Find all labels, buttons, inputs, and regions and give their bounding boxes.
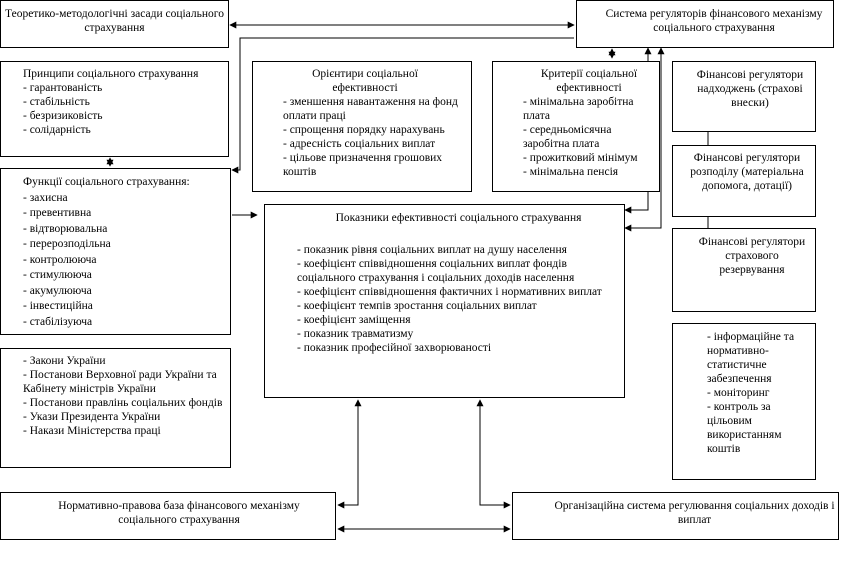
- regulators-system-box: [576, 0, 834, 48]
- functions-title: Функції соціального страхування:: [23, 176, 190, 188]
- laws-item: - Закони України: [23, 355, 106, 367]
- arrow-indicators-org: [480, 400, 510, 505]
- principles-item: - солідарність: [23, 124, 91, 136]
- indicators-title: Показники ефективності соціального страхування: [335, 212, 582, 224]
- criteria-item: - середньомісячна заробітна плата: [523, 124, 612, 150]
- functions-item: - перерозподільна: [23, 238, 111, 250]
- info-item: - контроль за цільовим використанням коштів: [707, 401, 782, 455]
- principles-box: [0, 61, 229, 157]
- indicators-item: - показник рівня соціальних виплат на душу населення: [297, 244, 567, 256]
- functions-item: - стабілізуюча: [23, 315, 93, 328]
- criteria-item: - прожитковий мінімум: [523, 152, 638, 164]
- info-item: - моніторинг: [707, 387, 770, 399]
- orientirs-box: [252, 61, 472, 192]
- fin-reg-distribution-label: Фінансові регулятори розподілу (матеріальна допомога, дотації): [690, 152, 804, 192]
- fin-reg-reserve-label: Фінансові регулятори страхового резервування: [698, 236, 806, 276]
- criteria-title: Критерії соціальної ефективності: [540, 68, 638, 94]
- fin-reg-distribution-box: [672, 145, 816, 217]
- fin-reg-income-label: Фінансові регулятори надходжень (страхові внески): [696, 69, 804, 109]
- functions-item: - відтворювальна: [23, 222, 108, 235]
- principles-title: Принципи соціального страхування: [23, 68, 199, 80]
- functions-item: - стимулююча: [23, 269, 92, 281]
- fin-reg-reserve-box: [672, 228, 816, 312]
- laws-item: - Постанови правлінь соціальних фондів: [23, 397, 223, 409]
- indicators-item: - показник травматизму: [297, 328, 414, 340]
- criteria-box: [492, 61, 660, 192]
- orientirs-item: - зменшення навантаження на фонд оплати праці: [283, 96, 458, 122]
- orientirs-item: - адресність соціальних виплат: [283, 138, 436, 150]
- regulators-system-label: Система регуляторів фінансового механізму соціального страхування: [605, 8, 823, 34]
- theory-box: [0, 0, 229, 48]
- functions-item: - захисна: [23, 191, 68, 204]
- indicators-box: [264, 204, 625, 398]
- functions-item: - контролююча: [23, 253, 97, 266]
- orientirs-item: - цільове призначення грошових коштів: [283, 152, 443, 178]
- laws-item: - Накази Міністерства праці: [23, 425, 161, 437]
- principles-item: - безризиковість: [23, 110, 103, 122]
- arrow-indicators-normative: [338, 400, 358, 505]
- orientirs-item: - спрощення порядку нарахувань: [283, 124, 445, 136]
- principles-item: - стабільність: [23, 96, 90, 108]
- functions-item: - превентивна: [23, 207, 92, 219]
- normative-base-label: Нормативно-правова база фінансового механізму соціального страхування: [58, 500, 300, 526]
- laws-item: - Постанови Верховної ради України та Кабінету міністрів України: [23, 369, 217, 395]
- normative-base-box: [0, 492, 336, 540]
- org-system-box: [512, 492, 839, 540]
- laws-item: - Укази Президента України: [23, 411, 161, 423]
- fin-reg-income-box: [672, 61, 816, 132]
- functions-item: - акумулююча: [23, 284, 92, 297]
- indicators-item: - показник професійної захворюваності: [297, 342, 492, 354]
- orientirs-title: Орієнтири соціальної ефективності: [312, 68, 418, 94]
- indicators-item: - коефіцієнт заміщення: [297, 314, 411, 326]
- functions-item: - інвестиційна: [23, 300, 93, 312]
- info-box: [672, 323, 816, 480]
- indicators-item: - коефіцієнт співвідношення фактичних і нормативних виплат: [297, 286, 602, 298]
- criteria-item: - мінімальна заробітна плата: [523, 96, 634, 122]
- criteria-item: - мінімальна пенсія: [523, 166, 619, 178]
- indicators-item: - коефіцієнт темпів зростання соціальних виплат: [297, 300, 537, 312]
- org-system-label: Організаційна система регулювання соціальних доходів і виплат: [554, 500, 835, 526]
- theory-label: Теоретико-методологічні засади соціального страхування: [5, 8, 224, 34]
- info-item: - інформаційне та нормативно-статистичне забезпечення: [707, 331, 795, 385]
- indicators-item: - коефіцієнт співвідношення соціальних виплат фондів соціального страхування і соціальних доходів населення: [297, 258, 575, 284]
- laws-box: [0, 348, 231, 468]
- principles-item: - гарантованість: [23, 82, 103, 94]
- functions-box: [0, 168, 231, 335]
